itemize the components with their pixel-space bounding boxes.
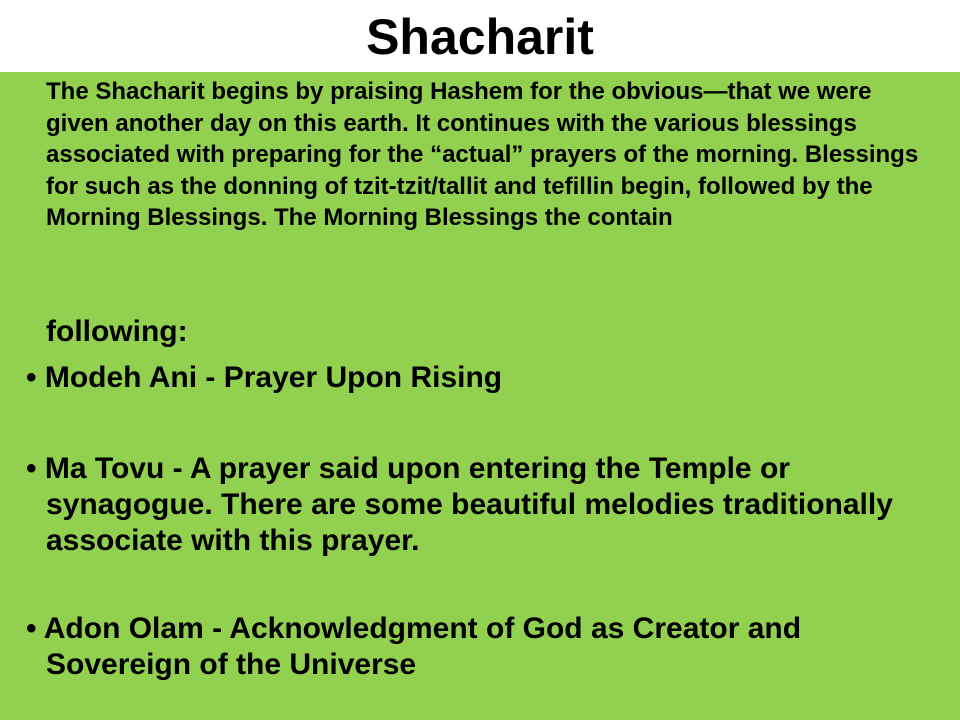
bullet-text: Adon Olam - Acknowledgment of God as Creator and Sovereign of the Universe: [43, 612, 802, 681]
list-item-text: [16, 451, 916, 559]
list-item-text: [16, 611, 916, 683]
bullet-text: Modeh Ani - Prayer Upon Rising: [44, 361, 503, 394]
bullet-text: Ma Tovu - A prayer said upon entering the Temple or synagogue. There are some beautiful melodies traditionally associate with this prayer.: [44, 452, 893, 557]
bullet-marker: •: [26, 612, 37, 645]
title-bar: [0, 0, 960, 72]
intro-paragraph: The Shacharit begins by praising Hashem for the obvious—that we were given another day on this earth. It continues with the various blessings associated with preparing for the “actual” prayers of the morning. Blessings for such as the donning of tzit-tzit/tallit and tefillin begin, followed by the Morning Blessings. The Morning Blessings the contain: [46, 78, 919, 231]
following-label: following:: [46, 315, 188, 348]
bullet-marker: •: [26, 452, 37, 485]
slide-content: [0, 72, 960, 720]
list-item: [16, 611, 916, 683]
list-item: [16, 451, 916, 559]
list-item: [16, 360, 916, 396]
slide-title: Shacharit: [366, 9, 594, 65]
list-item-text: [16, 360, 916, 396]
bullet-marker: •: [26, 361, 37, 394]
